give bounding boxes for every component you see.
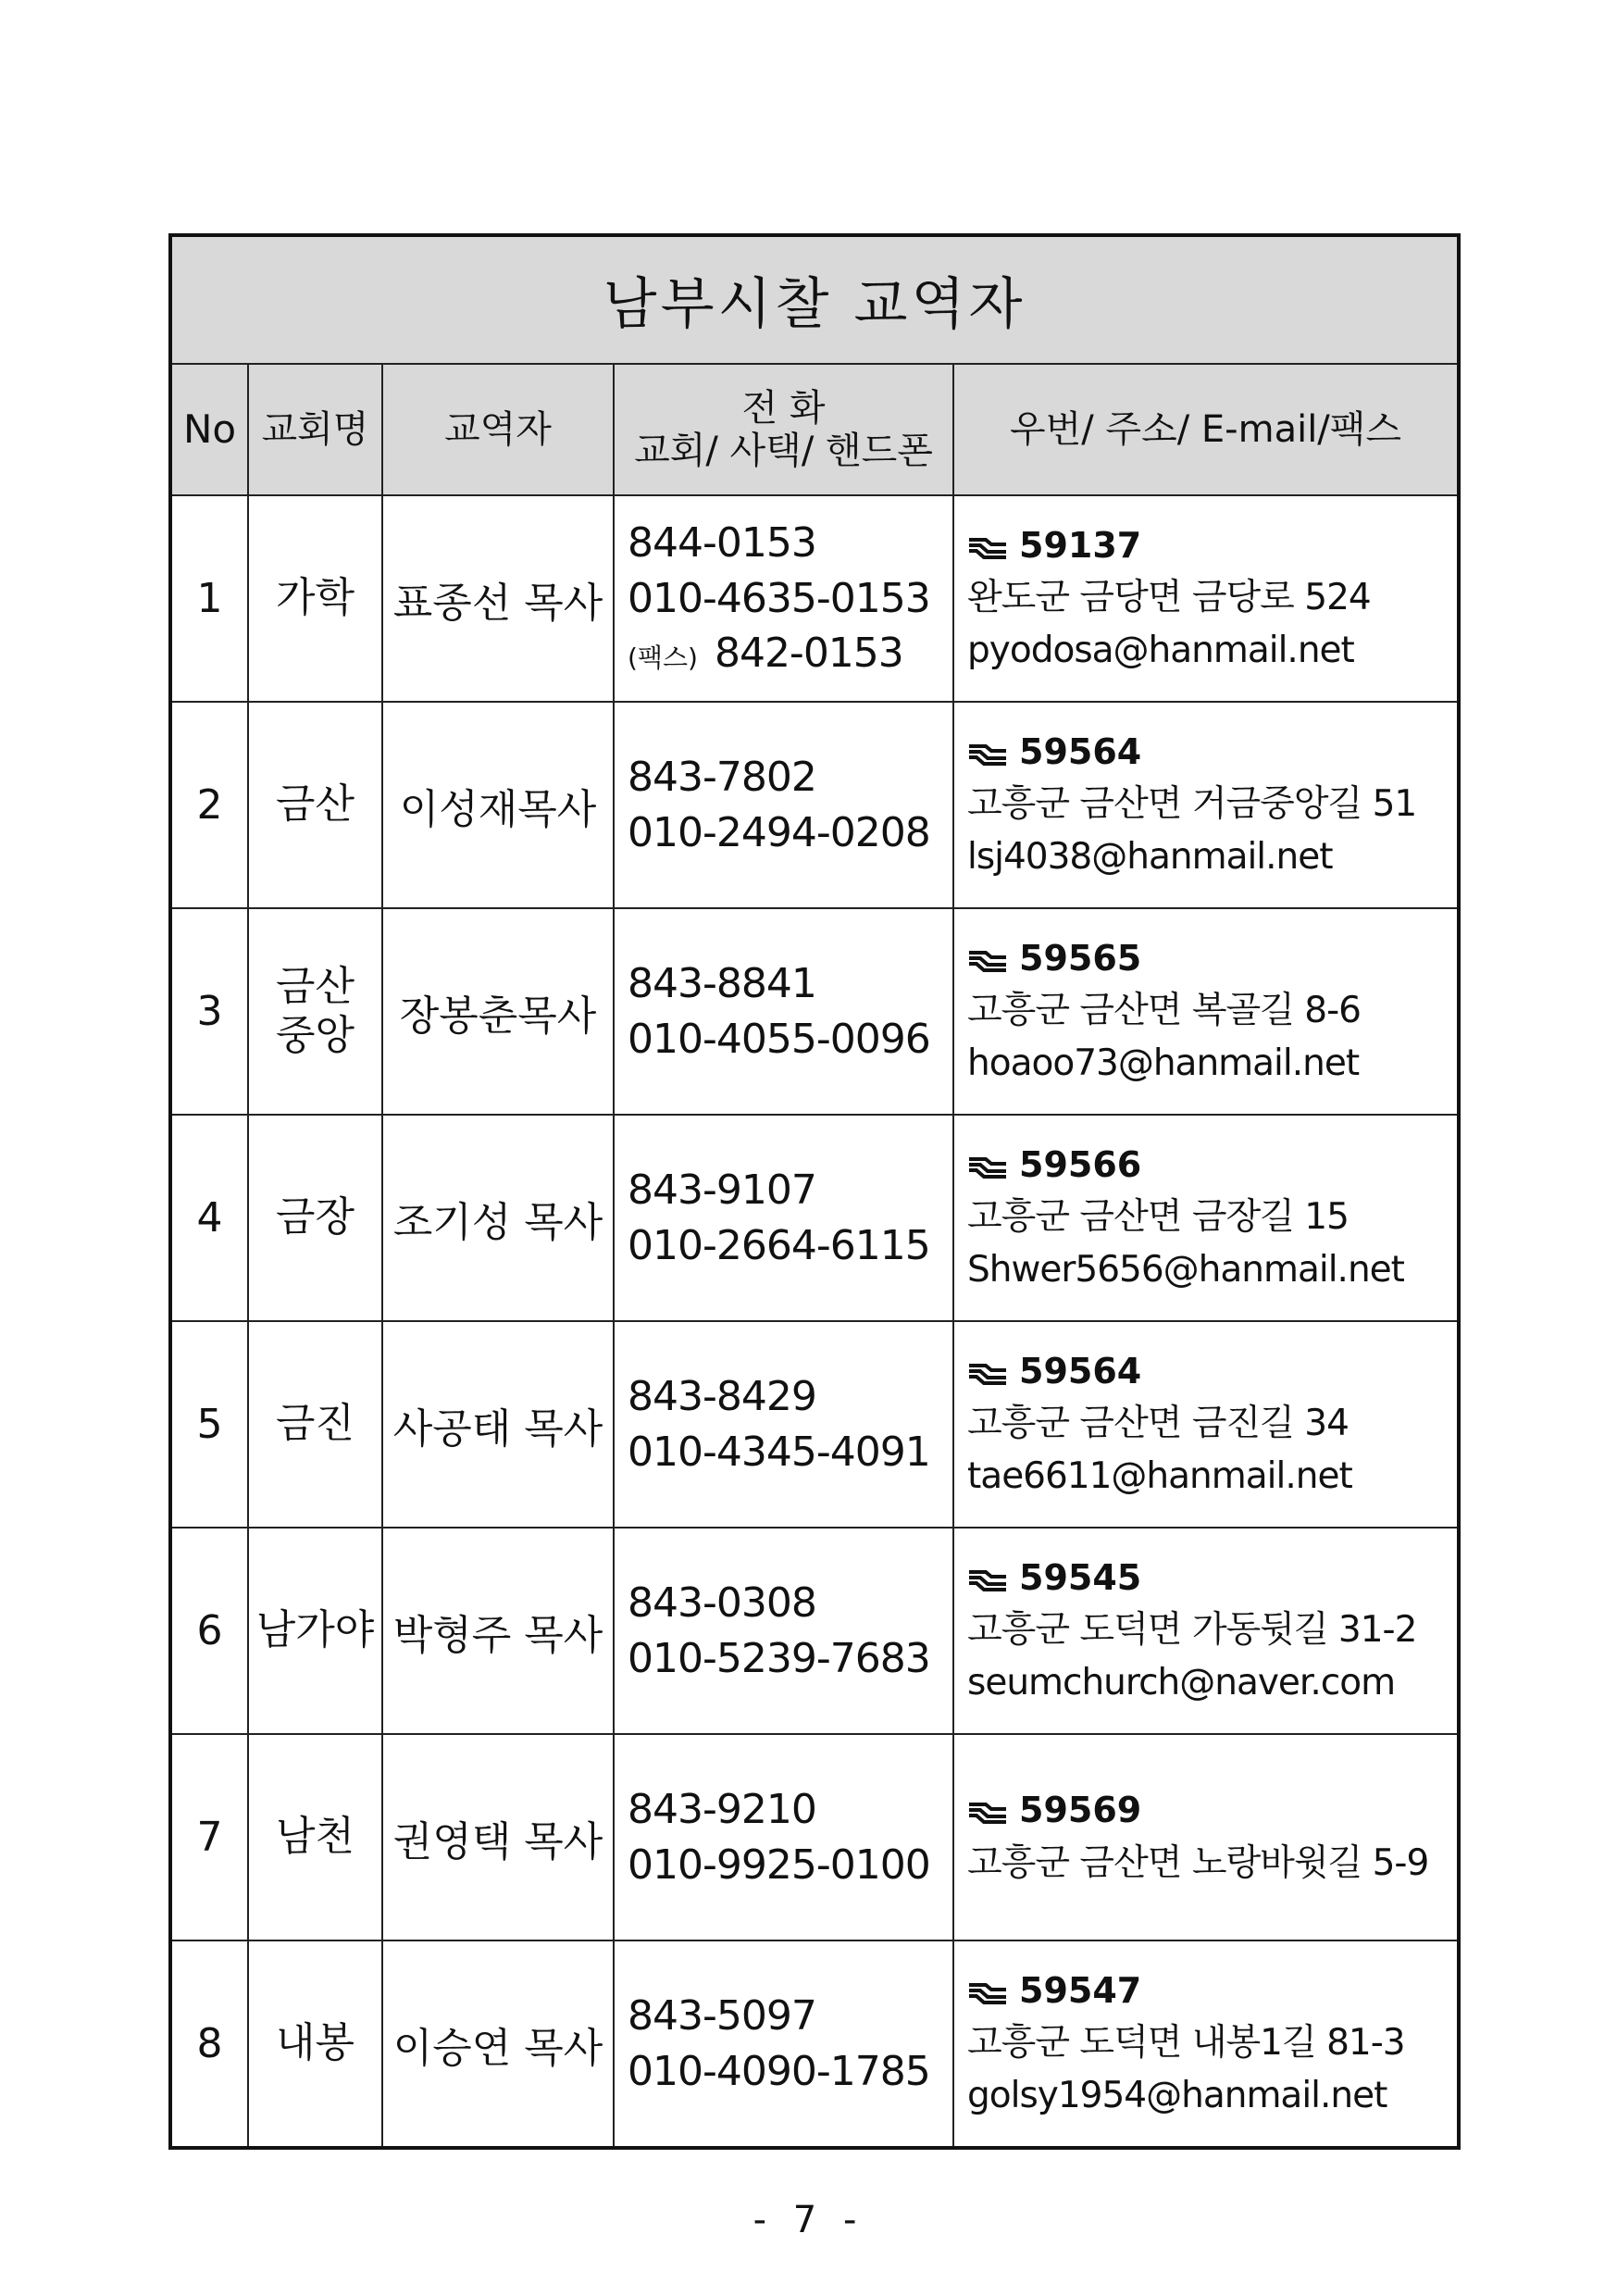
church-phone: 843-7802 xyxy=(628,753,816,801)
row-number: 8 xyxy=(170,1940,248,2148)
table-row xyxy=(170,1940,1459,2148)
phone-cell xyxy=(614,702,953,908)
pastor-name: 조기성 목사 xyxy=(382,1115,614,1321)
street-address: 고흥군 금산면 금장길 15 xyxy=(967,1196,1349,1239)
header-church: 교회명 xyxy=(248,364,382,495)
mobile-phone: 010-4090-1785 xyxy=(628,2047,930,2095)
pastor-name: 이승연 목사 xyxy=(382,1940,614,2148)
zip-code: 59566 xyxy=(1019,1144,1142,1186)
mobile-phone: 010-2494-0208 xyxy=(628,808,930,856)
mobile-phone: 010-4345-4091 xyxy=(628,1428,930,1476)
street-address: 고흥군 금산면 노랑바윗길 5-9 xyxy=(967,1841,1429,1884)
postal-mark-icon xyxy=(967,949,1008,973)
church-name-line1: 가학 xyxy=(275,574,354,622)
zip-line xyxy=(967,1140,1457,1192)
postal-mark-icon xyxy=(967,1568,1008,1592)
table-row xyxy=(170,1321,1459,1528)
table-body xyxy=(170,495,1459,2148)
zip-code: 59545 xyxy=(1019,1557,1142,1599)
email-address: lsj4038@hanmail.net xyxy=(967,835,1333,878)
address-cell xyxy=(953,1734,1459,1940)
church-name-line1: 남천 xyxy=(275,1813,354,1861)
postal-mark-icon xyxy=(967,1362,1008,1386)
mobile-phone: 010-9925-0100 xyxy=(628,1841,930,1889)
table-row xyxy=(170,1115,1459,1321)
church-name xyxy=(248,1528,382,1734)
page-number: - 7 - xyxy=(753,2199,864,2241)
pastor-name: 박형주 목사 xyxy=(382,1528,614,1734)
church-phone: 843-8841 xyxy=(628,959,816,1007)
zip-line xyxy=(967,933,1457,985)
phone-cell xyxy=(614,1734,953,1940)
row-number: 7 xyxy=(170,1734,248,1940)
postal-mark-icon xyxy=(967,742,1008,767)
church-phone: 843-0308 xyxy=(628,1578,816,1627)
email-address: hoaoo73@hanmail.net xyxy=(967,1042,1360,1084)
church-name xyxy=(248,1115,382,1321)
fax-line xyxy=(628,626,952,681)
mobile-phone: 010-5239-7683 xyxy=(628,1634,930,1682)
zip-line xyxy=(967,1346,1457,1398)
row-number: 5 xyxy=(170,1321,248,1528)
postal-mark-icon xyxy=(967,1801,1008,1825)
church-name-line1: 금진 xyxy=(275,1400,354,1448)
row-number: 4 xyxy=(170,1115,248,1321)
church-name-line2: 중앙 xyxy=(275,1011,354,1059)
church-phone: 844-0153 xyxy=(628,518,816,567)
fax-label: (팩스) xyxy=(628,643,698,674)
zip-code: 59547 xyxy=(1019,1970,1142,2012)
phone-cell xyxy=(614,908,953,1115)
table-row xyxy=(170,908,1459,1115)
zip-line xyxy=(967,1785,1457,1837)
row-number: 6 xyxy=(170,1528,248,1734)
church-phone: 843-9210 xyxy=(628,1785,816,1833)
church-name-line1: 금산 xyxy=(275,780,354,829)
header-phone-title: 전 화 xyxy=(741,387,826,430)
header-address: 우번/ 주소/ E-mail/팩스 xyxy=(953,364,1459,495)
header-phone xyxy=(614,364,953,495)
table-row xyxy=(170,1734,1459,1940)
header-row xyxy=(170,364,1459,495)
postal-mark-icon xyxy=(967,1981,1008,2005)
table-row xyxy=(170,702,1459,908)
address-cell xyxy=(953,1528,1459,1734)
church-name-line1: 내봉 xyxy=(275,2019,354,2067)
phone-cell xyxy=(614,1115,953,1321)
pastor-name: 권영택 목사 xyxy=(382,1734,614,1940)
church-name xyxy=(248,1321,382,1528)
church-name xyxy=(248,908,382,1115)
street-address: 고흥군 도덕면 가동뒷길 31-2 xyxy=(967,1609,1417,1652)
phone-cell xyxy=(614,1940,953,2148)
church-phone: 843-5097 xyxy=(628,1991,816,2040)
church-name xyxy=(248,1734,382,1940)
email-address: golsy1954@hanmail.net xyxy=(967,2074,1387,2116)
row-number: 2 xyxy=(170,702,248,908)
street-address: 고흥군 금산면 거금중앙길 51 xyxy=(967,783,1417,826)
header-no: No xyxy=(170,364,248,495)
row-number: 3 xyxy=(170,908,248,1115)
table-title: 남부시찰 교역자 xyxy=(170,235,1459,364)
address-cell xyxy=(953,908,1459,1115)
email-address: seumchurch@naver.com xyxy=(967,1661,1396,1703)
church-phone: 843-9107 xyxy=(628,1166,816,1214)
zip-code: 59564 xyxy=(1019,1351,1142,1392)
church-name-line1: 남가야 xyxy=(255,1606,375,1654)
street-address: 고흥군 금산면 복골길 8-6 xyxy=(967,990,1361,1032)
mobile-phone: 010-4055-0096 xyxy=(628,1015,930,1063)
table-row xyxy=(170,1528,1459,1734)
pastor-name: 장봉춘목사 xyxy=(382,908,614,1115)
email-address: pyodosa@hanmail.net xyxy=(967,629,1354,671)
address-cell xyxy=(953,702,1459,908)
church-name xyxy=(248,1940,382,2148)
address-cell xyxy=(953,1940,1459,2148)
table-row xyxy=(170,495,1459,702)
address-cell xyxy=(953,495,1459,702)
mobile-phone: 010-4635-0153 xyxy=(628,574,930,622)
zip-line xyxy=(967,727,1457,779)
phone-cell xyxy=(614,1528,953,1734)
header-pastor: 교역자 xyxy=(382,364,614,495)
email-address: Shwer5656@hanmail.net xyxy=(967,1248,1404,1291)
street-address: 고흥군 도덕면 내봉1길 81-3 xyxy=(967,2022,1405,2065)
mobile-phone: 010-2664-6115 xyxy=(628,1221,930,1269)
phone-cell xyxy=(614,495,953,702)
row-number: 1 xyxy=(170,495,248,702)
church-name-line1: 금장 xyxy=(275,1193,354,1242)
zip-code: 59137 xyxy=(1019,525,1142,567)
fax-number: 842-0153 xyxy=(714,630,903,678)
church-name xyxy=(248,495,382,702)
zip-code: 59565 xyxy=(1019,938,1142,980)
church-phone: 843-8429 xyxy=(628,1372,816,1420)
pastor-name: 사공태 목사 xyxy=(382,1321,614,1528)
pastor-name: 표종선 목사 xyxy=(382,495,614,702)
header-phone-subtitle: 교회/ 사택/ 핸드폰 xyxy=(634,430,933,472)
postal-mark-icon xyxy=(967,536,1008,560)
pastor-name: 이성재목사 xyxy=(382,702,614,908)
address-cell xyxy=(953,1321,1459,1528)
zip-line xyxy=(967,520,1457,572)
pastor-directory-table xyxy=(168,233,1461,2150)
zip-code: 59564 xyxy=(1019,731,1142,773)
zip-code: 59569 xyxy=(1019,1790,1142,1831)
street-address: 완도군 금당면 금당로 524 xyxy=(967,577,1371,619)
street-address: 고흥군 금산면 금진길 34 xyxy=(967,1403,1349,1445)
address-cell xyxy=(953,1115,1459,1321)
email-address: tae6611@hanmail.net xyxy=(967,1454,1352,1497)
phone-cell xyxy=(614,1321,953,1528)
church-name-line1: 금산 xyxy=(275,962,354,1010)
postal-mark-icon xyxy=(967,1155,1008,1179)
church-name xyxy=(248,702,382,908)
zip-line xyxy=(967,1965,1457,2017)
zip-line xyxy=(967,1553,1457,1604)
